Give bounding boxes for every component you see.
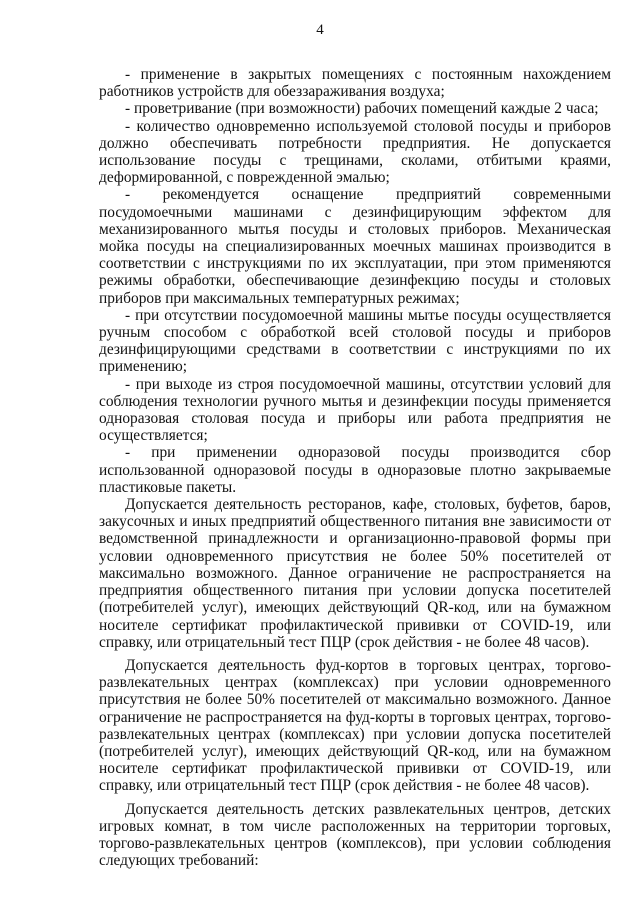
list-item-tableware-quantity: - количество одновременно используемой столовой посуды и приборов должно обеспечивать потребности предприятия. Не допускается использование посуды с трещинами, сколами, отбитыми краями, деформированной, с поврежденной эмалью; bbox=[99, 117, 611, 187]
document-body bbox=[99, 66, 611, 869]
page-number: 4 bbox=[316, 22, 324, 38]
list-item-disposable-collection: - при применении одноразовой посуды производится сбор использованной одноразовой посуды в одноразовые плотно закрываемые пластиковые пакеты. bbox=[99, 444, 611, 496]
list-item-ventilation: - проветривание (при возможности) рабочих помещений каждые 2 часа; bbox=[125, 100, 599, 118]
paragraph-children-centers: Допускается деятельность детских развлекательных центров, детских игровых комнат, в том числе расположенных на территории торговых, торгово-развлекательных центров (комплексов), при условии соблюдения следующих требований: bbox=[99, 800, 611, 870]
list-item-dishwashers: - рекомендуется оснащение предприятий современными посудомоечными машинами с дезинфицирующим эффектом для механизированного мытья посуды и столовых приборов. Механическая мойка посуды на специализированных моечных машинах производится в соответствии с инструкциями по их эксплуатации, при этом применяются режимы обработки, обеспечивающие дезинфекцию посуды и столовых приборов при максимальных температурных режимах; bbox=[99, 186, 611, 307]
paragraph-catering: Допускается деятельность ресторанов, кафе, столовых, буфетов, баров, закусочных и иных предприятий общественного питания вне зависимости от ведомственной принадлежности и организационно-правовой формы при условии одновременного присутствия не более 50% посетителей от максимально возможного. Данное ограничение не распространяется на предприятия общественного питания при условии допуска посетителей (потребителей услуг), имеющих действующий QR-код, или на бумажном носителе сертификат профилактической прививки от COVID-19, или справку, или отрицательный тест ПЦР (срок действия - не более 48 часов). bbox=[99, 496, 611, 651]
list-item-disposable-tableware: - при выходе из строя посудомоечной машины, отсутствии условий для соблюдения технологии ручного мытья и дезинфекции посуды применяется одноразовая столовая посуда и приборы или работа предприятия не осуществляется; bbox=[99, 375, 611, 445]
paragraph-food-courts: Допускается деятельность фуд-кортов в торговых центрах, торгово-развлекательных центрах (комплексах) при условии одновременного присутствия не более 50% посетителей от максимально возможного. Данное ограничение не распространяется на фуд-корты в торговых центрах, торгово-развлекательных центрах (комплексах) при условии допуска посетителей (потребителей услуг), имеющих действующий QR-код, или на бумажном носителе сертификат профилактической прививки от COVID-19, или справку, или отрицательный тест ПЦР (срок действия - не более 48 часов). bbox=[99, 656, 611, 795]
list-item-air-disinfection: - применение в закрытых помещениях с постоянным нахождением работников устройств для обеззараживания воздуха; bbox=[99, 66, 611, 101]
list-item-manual-washing: - при отсутствии посудомоечной машины мытье посуды осуществляется ручным способом с обработкой всей столовой посуды и приборов дезинфицирующими средствами в соответствии с инструкциями по их применению; bbox=[99, 306, 611, 376]
